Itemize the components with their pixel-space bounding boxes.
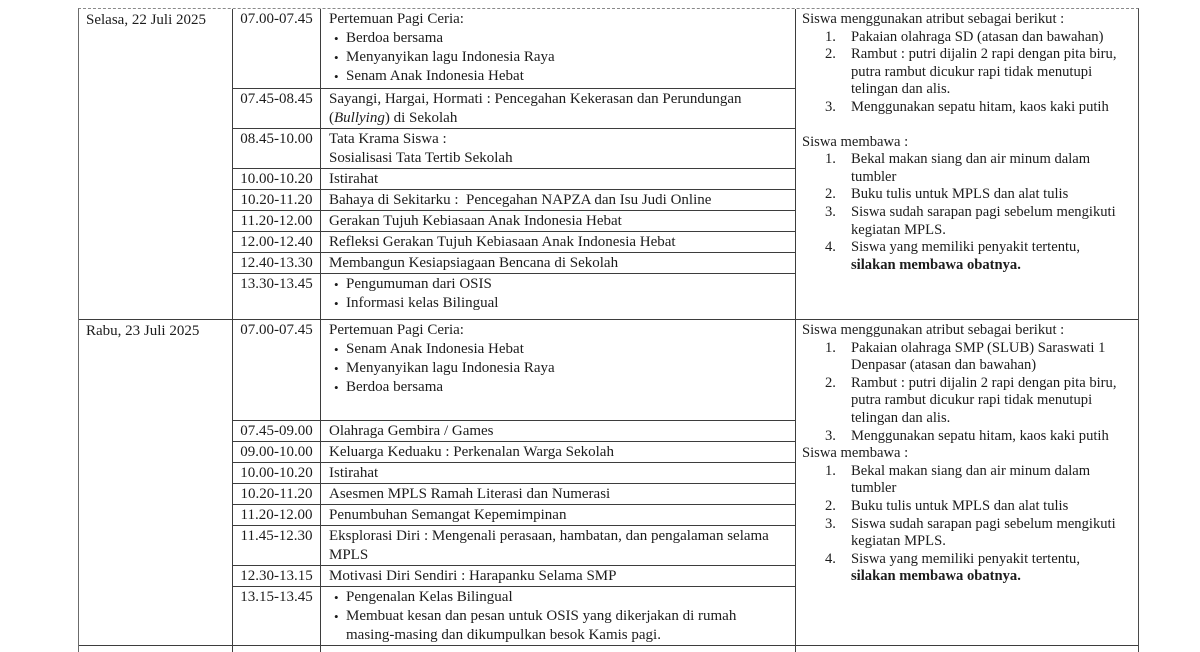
date-block bbox=[79, 9, 1138, 319]
bullet-icon: • bbox=[334, 609, 339, 624]
time-cell bbox=[233, 232, 321, 252]
activity-bullet-line bbox=[329, 607, 785, 645]
notes-item-body bbox=[851, 375, 1132, 428]
text-segment: putra rambut dicukur rapi tidak menutupi bbox=[851, 392, 1093, 409]
time-range: 12.30-13.15 bbox=[240, 568, 313, 584]
activity-bullet-line bbox=[329, 588, 785, 607]
notes-heading bbox=[802, 322, 1132, 340]
activity-cell bbox=[321, 9, 795, 88]
notes-list-item bbox=[802, 151, 1132, 186]
schedule-table bbox=[78, 8, 1139, 652]
text-segment: Asesmen MPLS Ramah Literasi dan Numerasi bbox=[329, 486, 611, 502]
text-segment: Istirahat bbox=[329, 465, 379, 481]
text-segment: Gerakan Tujuh Kebiasaan Anak Indonesia Hebat bbox=[329, 213, 622, 229]
activity-line bbox=[329, 90, 785, 128]
activity-line bbox=[329, 567, 785, 586]
text-segment: telingan dan alis. bbox=[851, 409, 951, 426]
text-segment: Istirahat bbox=[329, 171, 379, 187]
activity-text bbox=[346, 378, 785, 397]
schedule-row bbox=[233, 231, 795, 252]
notes-item-number: 3. bbox=[825, 515, 836, 532]
date-label: Selasa, 22 Juli 2025 bbox=[86, 12, 206, 28]
notes-list-item bbox=[802, 29, 1132, 47]
bullet-icon: • bbox=[334, 69, 339, 84]
activity-line bbox=[329, 321, 785, 340]
notes-item-line bbox=[851, 46, 1132, 64]
text-segment: Pakaian olahraga SD (atasan dan bawahan) bbox=[851, 28, 1104, 45]
activity-line bbox=[329, 506, 785, 525]
text-segment: Penumbuhan Semangat Kepemimpinan bbox=[329, 507, 567, 523]
activity-line bbox=[329, 212, 785, 231]
schedule-row bbox=[233, 273, 795, 319]
text-segment: silakan membawa obatnya. bbox=[851, 568, 1021, 585]
notes-item-body bbox=[851, 204, 1132, 239]
text-segment: kegiatan MPLS. bbox=[851, 221, 946, 238]
bullet-icon: • bbox=[334, 380, 339, 395]
text-segment: Siswa yang memiliki penyakit tertentu, bbox=[851, 239, 1080, 256]
time-cell bbox=[233, 505, 321, 525]
notes-cell bbox=[795, 9, 1138, 319]
schedule-row bbox=[233, 525, 795, 565]
notes-item-number: 4. bbox=[825, 550, 836, 567]
time-range: 07.00-07.45 bbox=[240, 11, 313, 27]
activity-line bbox=[329, 130, 785, 149]
time-cell bbox=[233, 566, 321, 586]
notes-item-line bbox=[851, 498, 1132, 516]
notes-item-body bbox=[851, 516, 1132, 551]
schedule-row bbox=[233, 252, 795, 273]
time-cell bbox=[233, 169, 321, 189]
activity-text bbox=[346, 588, 785, 607]
time-cell bbox=[233, 320, 321, 420]
notes-item-number: 2. bbox=[825, 46, 836, 63]
notes-item-body bbox=[851, 29, 1132, 47]
schedule-row bbox=[233, 504, 795, 525]
text-segment: Motivasi Diri Sendiri : Harapanku Selama SMP bbox=[329, 568, 617, 584]
text-segment: Berdoa bersama bbox=[346, 379, 444, 395]
text-segment: Pertemuan Pagi Ceria: bbox=[329, 322, 464, 338]
activity-cell bbox=[321, 566, 795, 586]
time-range: 10.20-11.20 bbox=[240, 192, 313, 208]
activity-bullet-line bbox=[329, 67, 785, 86]
time-range: 12.00-12.40 bbox=[240, 234, 313, 250]
notes-item-number: 1. bbox=[825, 462, 836, 479]
notes-item-line bbox=[851, 204, 1132, 222]
bullet-icon: • bbox=[334, 296, 339, 311]
notes-list-item bbox=[802, 498, 1132, 516]
notes-blank-line bbox=[802, 117, 1132, 134]
time-range: 07.45-08.45 bbox=[240, 91, 313, 107]
notes-cell bbox=[795, 320, 1138, 645]
notes-item-line bbox=[851, 480, 1132, 498]
partial-next-row bbox=[79, 645, 1138, 652]
text-segment: tumbler bbox=[851, 168, 897, 185]
schedule-row bbox=[233, 420, 795, 441]
notes-item-line bbox=[851, 151, 1132, 169]
text-segment: Sayangi, Hargai, Hormati : Pencegahan Kekerasan dan Perundungan ( bbox=[329, 91, 742, 126]
notes-item-line bbox=[851, 392, 1132, 410]
text-segment: Menyanyikan lagu Indonesia Raya bbox=[346, 360, 555, 376]
activity-text bbox=[346, 294, 785, 313]
notes-item-number: 2. bbox=[825, 374, 836, 391]
activity-cell bbox=[321, 421, 795, 441]
text-segment: Siswa yang memiliki penyakit tertentu, bbox=[851, 550, 1080, 567]
bullet-icon: • bbox=[334, 31, 339, 46]
time-cell bbox=[233, 9, 321, 88]
activity-line bbox=[329, 422, 785, 441]
schedule-row bbox=[233, 483, 795, 504]
time-range: 11.45-12.30 bbox=[240, 528, 313, 544]
notes-item-body bbox=[851, 340, 1132, 375]
time-range: 09.00-10.00 bbox=[240, 444, 313, 460]
text-segment: Bullying bbox=[334, 110, 385, 126]
notes-heading-text: Siswa membawa : bbox=[802, 133, 909, 150]
time-cell bbox=[233, 484, 321, 504]
notes-list-item bbox=[802, 204, 1132, 239]
time-cell bbox=[233, 89, 321, 128]
text-segment: Olahraga Gembira / Games bbox=[329, 423, 494, 439]
notes-item-number: 3. bbox=[825, 203, 836, 220]
time-range: 12.40-13.30 bbox=[240, 255, 313, 271]
notes-heading-text: Siswa membawa : bbox=[802, 445, 909, 462]
text-segment: Pakaian olahraga SMP (SLUB) Saraswati 1 bbox=[851, 339, 1106, 356]
notes-item-line bbox=[851, 340, 1132, 358]
activity-line bbox=[329, 254, 785, 273]
schedule-row bbox=[233, 88, 795, 128]
time-cell bbox=[233, 274, 321, 319]
text-segment: Sosialisasi Tata Tertib Sekolah bbox=[329, 150, 513, 166]
activity-bullet-line bbox=[329, 275, 785, 294]
notes-list-item bbox=[802, 428, 1132, 446]
schedule-row bbox=[233, 9, 795, 88]
schedule-row bbox=[233, 168, 795, 189]
activity-cell bbox=[321, 232, 795, 252]
partial-activity-cell bbox=[321, 646, 795, 652]
schedule-row bbox=[233, 586, 795, 645]
text-segment: Menggunakan sepatu hitam, kaos kaki putih bbox=[851, 98, 1109, 115]
text-segment: Pengumuman dari OSIS bbox=[346, 276, 492, 292]
text-segment: silakan membawa obatnya. bbox=[851, 256, 1021, 273]
activity-cell bbox=[321, 463, 795, 483]
text-segment: Siswa sudah sarapan pagi sebelum mengikuti bbox=[851, 203, 1116, 220]
time-cell bbox=[233, 587, 321, 645]
activity-cell bbox=[321, 320, 795, 420]
partial-time-cell bbox=[233, 646, 321, 652]
notes-item-body bbox=[851, 186, 1132, 204]
notes-item-number: 1. bbox=[825, 28, 836, 45]
notes-item-line bbox=[851, 516, 1132, 534]
notes-item-line bbox=[851, 222, 1132, 240]
activity-cell bbox=[321, 190, 795, 210]
text-segment: Menggunakan sepatu hitam, kaos kaki putih bbox=[851, 427, 1109, 444]
time-range: 10.20-11.20 bbox=[240, 486, 313, 502]
text-segment: putra rambut dicukur rapi tidak menutupi bbox=[851, 63, 1093, 80]
time-cell bbox=[233, 211, 321, 231]
activity-cell bbox=[321, 169, 795, 189]
time-activity-rows bbox=[233, 9, 795, 319]
notes-item-number: 4. bbox=[825, 239, 836, 256]
text-segment: Membangun Kesiapsiagaan Bencana di Sekolah bbox=[329, 255, 619, 271]
time-cell bbox=[233, 526, 321, 565]
text-segment: Bekal makan siang dan air minum dalam bbox=[851, 151, 1091, 168]
notes-item-line bbox=[851, 375, 1132, 393]
schedule-row bbox=[233, 320, 795, 420]
activity-cell bbox=[321, 274, 795, 319]
notes-item-line bbox=[851, 257, 1132, 275]
notes-item-body bbox=[851, 151, 1132, 186]
activity-bullet-line bbox=[329, 29, 785, 48]
text-segment: Senam Anak Indonesia Hebat bbox=[346, 68, 524, 84]
bullet-icon: • bbox=[334, 277, 339, 292]
time-cell bbox=[233, 463, 321, 483]
text-segment: kegiatan MPLS. bbox=[851, 533, 946, 550]
time-cell bbox=[233, 190, 321, 210]
bullet-icon: • bbox=[334, 590, 339, 605]
text-segment: Senam Anak Indonesia Hebat bbox=[346, 341, 524, 357]
time-range: 11.20-12.00 bbox=[240, 213, 313, 229]
text-segment: ) di Sekolah bbox=[384, 110, 458, 126]
activity-text bbox=[346, 359, 785, 378]
time-cell bbox=[233, 253, 321, 273]
schedule-row bbox=[233, 462, 795, 483]
activity-bullet-line bbox=[329, 378, 785, 397]
notes-item-line bbox=[851, 64, 1132, 82]
notes-item-line bbox=[851, 357, 1132, 375]
time-range: 10.00-10.20 bbox=[240, 171, 313, 187]
text-segment: Pengenalan Kelas Bilingual bbox=[346, 589, 513, 605]
activity-line bbox=[329, 485, 785, 504]
notes-list-item bbox=[802, 99, 1132, 117]
activity-bullet-line bbox=[329, 359, 785, 378]
notes-list-item bbox=[802, 46, 1132, 99]
date-cell bbox=[79, 320, 233, 645]
notes-list-item bbox=[802, 551, 1132, 586]
notes-item-number: 1. bbox=[825, 339, 836, 356]
bullet-icon: • bbox=[334, 50, 339, 65]
notes-heading bbox=[802, 134, 1132, 152]
text-segment: telingan dan alis. bbox=[851, 81, 951, 98]
schedule-row bbox=[233, 128, 795, 168]
activity-text bbox=[346, 29, 785, 48]
notes-item-line bbox=[851, 410, 1132, 428]
notes-item-number: 3. bbox=[825, 98, 836, 115]
notes-list-item bbox=[802, 375, 1132, 428]
activity-line bbox=[329, 233, 785, 252]
notes-list-item bbox=[802, 186, 1132, 204]
date-cell bbox=[79, 9, 233, 319]
schedule-row bbox=[233, 210, 795, 231]
notes-item-number: 2. bbox=[825, 497, 836, 514]
activity-line bbox=[329, 527, 785, 565]
text-segment: Tata Krama Siswa : bbox=[329, 131, 447, 147]
activity-cell bbox=[321, 211, 795, 231]
activity-line bbox=[329, 170, 785, 189]
notes-heading bbox=[802, 11, 1132, 29]
activity-cell bbox=[321, 442, 795, 462]
notes-item-line bbox=[851, 568, 1132, 586]
schedule-row bbox=[233, 189, 795, 210]
text-segment: Informasi kelas Bilingual bbox=[346, 295, 499, 311]
notes-item-line bbox=[851, 428, 1132, 446]
time-activity-rows bbox=[233, 320, 795, 645]
activity-cell bbox=[321, 253, 795, 273]
text-segment: Bahaya di Sekitarku : Pencegahan NAPZA dan Isu Judi Online bbox=[329, 192, 712, 208]
text-segment: Berdoa bersama bbox=[346, 30, 444, 46]
time-range: 07.00-07.45 bbox=[240, 322, 313, 338]
notes-item-body bbox=[851, 46, 1132, 99]
notes-item-line bbox=[851, 29, 1132, 47]
activity-cell bbox=[321, 587, 795, 645]
activity-cell bbox=[321, 484, 795, 504]
notes-heading-text: Siswa menggunakan atribut sebagai berikut : bbox=[802, 11, 1065, 27]
activity-line bbox=[329, 443, 785, 462]
activity-cell bbox=[321, 129, 795, 168]
activity-bullet-line bbox=[329, 340, 785, 359]
notes-item-number: 1. bbox=[825, 151, 836, 168]
text-segment: Buku tulis untuk MPLS dan alat tulis bbox=[851, 186, 1069, 203]
notes-item-line bbox=[851, 463, 1132, 481]
bullet-icon: • bbox=[334, 361, 339, 376]
notes-heading-text: Siswa menggunakan atribut sebagai berikut : bbox=[802, 322, 1065, 338]
text-segment: Refleksi Gerakan Tujuh Kebiasaan Anak Indonesia Hebat bbox=[329, 234, 676, 250]
activity-text bbox=[346, 340, 785, 359]
text-segment: Buku tulis untuk MPLS dan alat tulis bbox=[851, 497, 1069, 514]
time-cell bbox=[233, 421, 321, 441]
notes-item-line bbox=[851, 551, 1132, 569]
notes-item-number: 2. bbox=[825, 186, 836, 203]
text-segment: Denpasar (atasan dan bawahan) bbox=[851, 357, 1037, 374]
notes-list-item bbox=[802, 340, 1132, 375]
notes-item-body bbox=[851, 463, 1132, 498]
schedule-row bbox=[233, 565, 795, 586]
time-range: 13.15-13.45 bbox=[240, 589, 313, 605]
activity-line bbox=[329, 149, 785, 168]
activity-text bbox=[346, 48, 785, 67]
activity-bullet-line bbox=[329, 294, 785, 313]
notes-item-line bbox=[851, 169, 1132, 187]
text-segment: Eksplorasi Diri : Mengenali perasaan, hambatan, dan pengalaman selama MPLS bbox=[329, 528, 769, 563]
notes-item-line bbox=[851, 186, 1132, 204]
bullet-icon: • bbox=[334, 342, 339, 357]
text-segment: Rambut : putri dijalin 2 rapi dengan pita biru, bbox=[851, 374, 1117, 391]
text-segment: Bekal makan siang dan air minum dalam bbox=[851, 462, 1091, 479]
notes-item-line bbox=[851, 81, 1132, 99]
text-segment: Menyanyikan lagu Indonesia Raya bbox=[346, 49, 555, 65]
date-label: Rabu, 23 Juli 2025 bbox=[86, 323, 200, 339]
activity-line bbox=[329, 191, 785, 210]
schedule-row bbox=[233, 441, 795, 462]
activity-line bbox=[329, 464, 785, 483]
time-range: 08.45-10.00 bbox=[240, 131, 313, 147]
notes-item-body bbox=[851, 428, 1132, 446]
time-range: 07.45-09.00 bbox=[240, 423, 313, 439]
activity-cell bbox=[321, 89, 795, 128]
notes-list-item bbox=[802, 239, 1132, 274]
text-segment: Siswa sudah sarapan pagi sebelum mengikuti bbox=[851, 515, 1116, 532]
notes-item-line bbox=[851, 239, 1132, 257]
partial-notes-cell bbox=[795, 646, 1138, 652]
time-cell bbox=[233, 442, 321, 462]
notes-item-body bbox=[851, 239, 1132, 274]
notes-list-item bbox=[802, 516, 1132, 551]
activity-line bbox=[329, 10, 785, 29]
activity-cell bbox=[321, 505, 795, 525]
activity-bullet-line bbox=[329, 48, 785, 67]
time-range: 11.20-12.00 bbox=[240, 507, 313, 523]
notes-heading bbox=[802, 445, 1132, 463]
time-range: 13.30-13.45 bbox=[240, 276, 313, 292]
notes-item-body bbox=[851, 551, 1132, 586]
date-block bbox=[79, 319, 1138, 645]
activity-cell bbox=[321, 526, 795, 565]
notes-item-body bbox=[851, 99, 1132, 117]
activity-text bbox=[346, 275, 785, 294]
text-segment: Pertemuan Pagi Ceria: bbox=[329, 11, 464, 27]
partial-date-cell bbox=[79, 646, 233, 652]
notes-item-body bbox=[851, 498, 1132, 516]
text-segment: tumbler bbox=[851, 480, 897, 497]
activity-text bbox=[346, 607, 785, 645]
activity-text bbox=[346, 67, 785, 86]
notes-list-item bbox=[802, 463, 1132, 498]
notes-item-number: 3. bbox=[825, 427, 836, 444]
notes-item-line bbox=[851, 533, 1132, 551]
text-segment: Membuat kesan dan pesan untuk OSIS yang dikerjakan di rumah masing-masing dan dikumpulkan besok Kamis pagi. bbox=[346, 608, 737, 643]
text-segment: Keluarga Keduaku : Perkenalan Warga Sekolah bbox=[329, 444, 614, 460]
notes-item-line bbox=[851, 99, 1132, 117]
time-range: 10.00-10.20 bbox=[240, 465, 313, 481]
time-cell bbox=[233, 129, 321, 168]
text-segment: Rambut : putri dijalin 2 rapi dengan pita biru, bbox=[851, 46, 1117, 63]
